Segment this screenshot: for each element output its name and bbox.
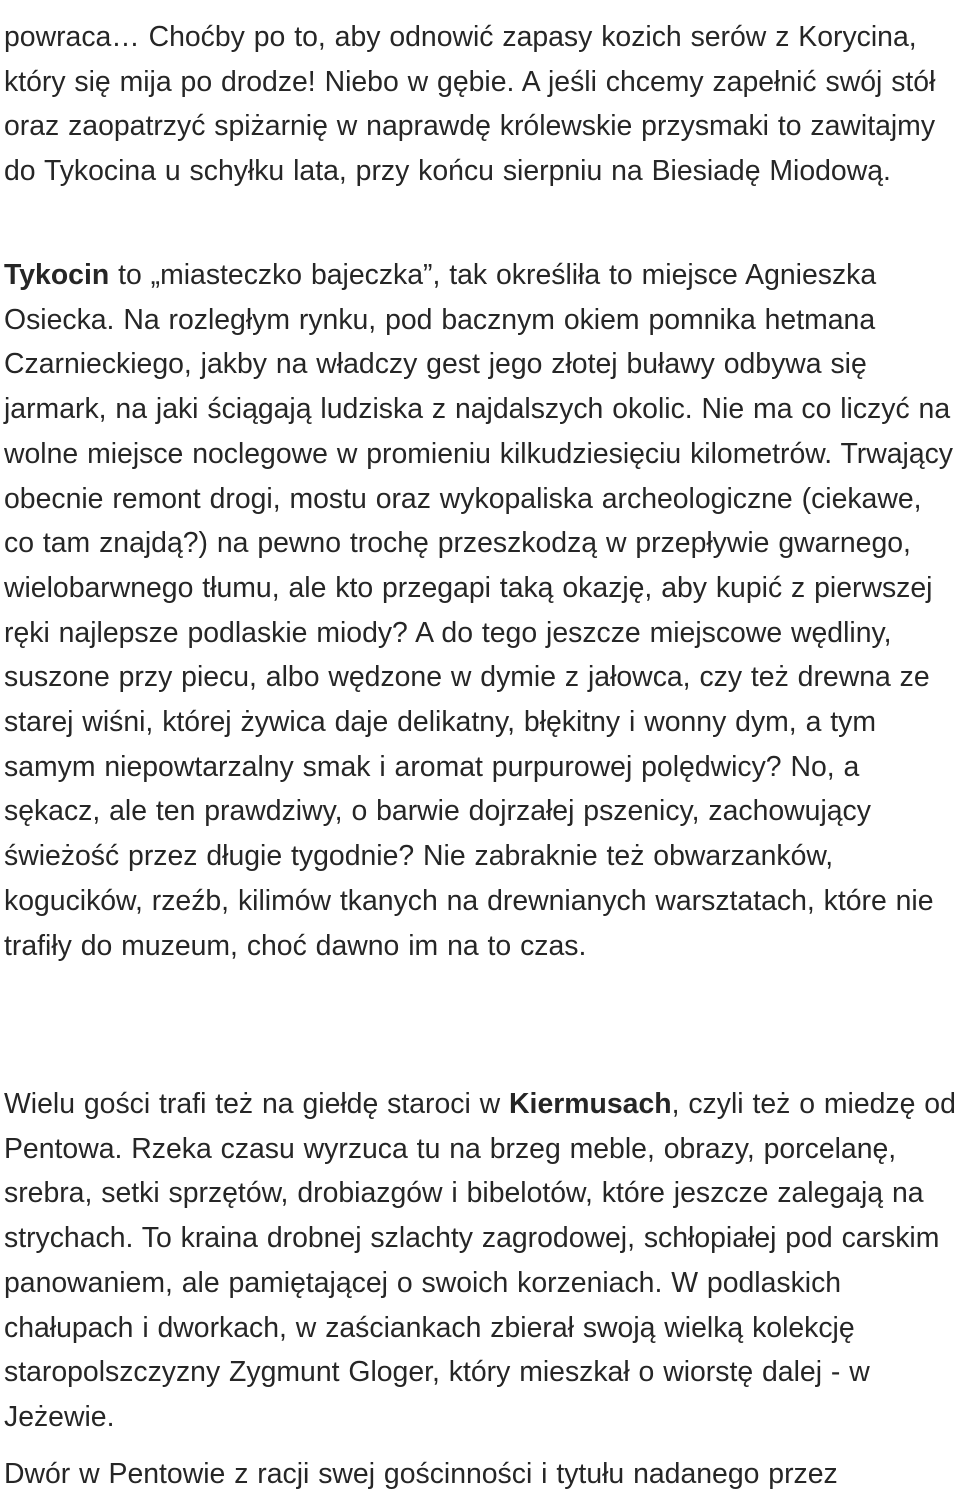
paragraph-tykocin-text: to „miasteczko bajeczka”, tak określiła to miejsce Agnieszka Osiecka. Na rozległym rynku, pod bacznym okiem pomnika hetmana Czarnieckiego, jakby na władczy gest jego złotej buławy odbywa się jarmark, na jaki ściągają ludziska z najdalszych okolic. Nie ma co liczyć na wolne miejsce noclegowe w promieniu kilkudziesięciu kilometrów. Trwający obecnie remont drogi, mostu oraz wykopaliska archeologiczne (ciekawe, co tam znajdą?) na pewno trochę przeszkodzą w przepływie gwarnego, wielobarwnego tłumu, ale kto przegapi taką okazję, aby kupić z pierwszej ręki najlepsze podlaskie miody? A do tego jeszcze miejscowe wędliny, suszone przy piecu, albo wędzone w dymie z jałowca, czy też drewna ze starej wiśni, której żywica daje delikatny, błękitny i wonny dym, a tym samym niepowtarzalny smak i aromat purpurowej polędwicy? No, a sękacz, ale ten prawdziwy, o barwie dojrzałej pszenicy, zachowujący świeżość przez długie tygodnie? Nie zabraknie też obwarzanków, kogucików, rzeźb, kilimów tkanych na drewnianych warsztatach, które nie trafiły do muzeum, choć dawno im na to czas. [4, 259, 954, 962]
paragraph-kiermusy-after: , czyli też o miedzę od Pentowa. Rzeka czasu wyrzuca tu na brzeg meble, obrazy, porcelanę, srebra, setki sprzętów, drobiazgów i bibelotów, które jeszcze zalegają na strychach. To kraina drobnej szlachty zagrodowej, schłopiałej pod carskim panowaniem, ale pamiętającej o swoich korzeniach. W podlaskich chałupach i dworkach, w zaściankach zbierał swoją wielką kolekcję staropolszczyzny Zygmunt Gloger, który mieszkał o wiorstę dalej - w Jeżewie. [4, 1088, 956, 1433]
cut-off-text-line [4, 0, 671, 7]
paragraph-tykocin [4, 253, 956, 968]
place-name-tykocin: Tykocin [4, 259, 110, 291]
place-name-kiermusy: Kiermusach [509, 1088, 672, 1120]
paragraph-kiermusy [4, 1082, 956, 1440]
paragraph-pentowo: Dwór w Pentowie z racji swej gościnności i tytułu nadanego przez [4, 1458, 838, 1490]
paragraph-kiermusy-before: Wielu gości trafi też na giełdę staroci w [4, 1088, 510, 1120]
paragraph-korycin: powraca… Choćby po to, aby odnowić zapasy kozich serów z Korycina, który się mija po drodze! Niebo w gębie. A jeśli chcemy zapełnić swój stół oraz zaopatrzyć spiżarnię w naprawdę królewskie przysmaki to zawitajmy do Tykocina u schyłku lata, przy końcu sierpniu na Biesiadę Miodową. [4, 21, 936, 188]
